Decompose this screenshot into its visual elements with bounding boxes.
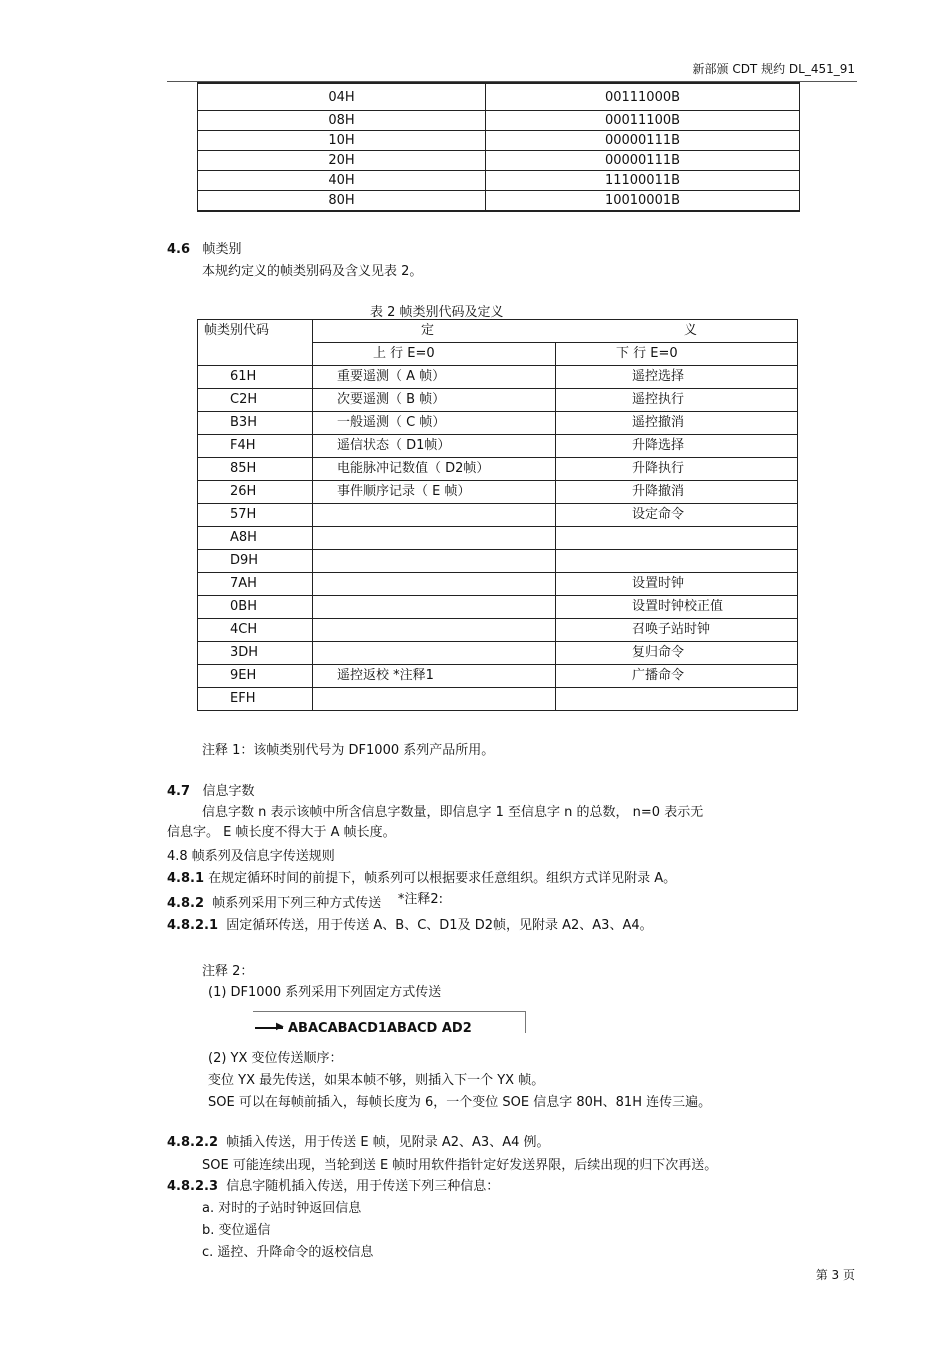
section-4-8-2-1: 4.8.2.1 固定循环传送，用于传送 A、B、C、D1及 D2帧，见附录 A2、A3、A4。 [167,918,653,933]
section-4-7-p2: 信息字。 E 帧长度不得大于 A 帧长度。 [167,825,396,840]
section-4-7-heading: 4.7 信息字数 [167,784,255,799]
uplink-definition-cell: 次要遥测（ B 帧） [313,389,556,412]
downlink-definition-cell [556,550,798,573]
note-2-line1: (1) DF1000 系列采用下列固定方式传送 [208,985,442,1000]
frame-code-cell: 7AH [198,573,313,596]
hex-code-cell: 20H [198,151,486,171]
downlink-definition-cell [556,527,798,550]
header-uplink: 上 行 E=0 [313,343,556,366]
header-code: 帧类别代码 [198,320,313,366]
table-row [198,665,798,688]
header-downlink: 下 行 E=0 [556,343,798,366]
page-header: 新部颁 CDT 规约 DL_451_91 [692,62,855,76]
section-4-8-2-2-line2: SOE 可能连续出现，当轮到送 E 帧时用软件指针定好发送界限，后续出现的归下次再送。 [202,1158,718,1173]
page-number: 第 3 页 [815,1268,855,1282]
uplink-definition-cell [313,688,556,711]
downlink-definition-cell: 遥控撤消 [556,412,798,435]
table-row [198,642,798,665]
uplink-definition-cell: 重要遥测（ A 帧） [313,366,556,389]
downlink-definition-cell: 遥控执行 [556,389,798,412]
uplink-definition-cell: 遥信状态（ D1帧） [313,435,556,458]
bit-pattern-cell: 11100011B [486,171,800,191]
section-4-8-2-3: 4.8.2.3 信息字随机插入传送，用于传送下列三种信息： [167,1179,500,1194]
downlink-definition-cell: 复归命令 [556,642,798,665]
note-1: 注释 1：该帧类别代号为 DF1000 系列产品所用。 [202,743,495,758]
frame-code-cell: F4H [198,435,313,458]
hex-code-cell: 40H [198,171,486,191]
note-2-title: 注释 2： [202,964,254,979]
header-definition: 定 义 [313,320,798,343]
arrow-head-icon: ▶ [276,1021,284,1032]
table-row [198,366,798,389]
frame-code-cell: 3DH [198,642,313,665]
frame-code-cell: EFH [198,688,313,711]
list-item-a: a. 对时的子站时钟返回信息 [202,1201,362,1216]
hex-code-cell: 08H [198,111,486,131]
table-row [198,550,798,573]
section-4-8-2: 4.8.2 帧系列采用下列三种方式传送 *注释2: [167,892,443,911]
bit-pattern-cell: 10010001B [486,191,800,212]
table2-caption: 表 2 帧类别代码及定义 [370,305,504,320]
downlink-definition-cell: 遥控选择 [556,366,798,389]
bit-pattern-cell: 00000111B [486,131,800,151]
note-2-line3: 变位 YX 最先传送，如果本帧不够，则插入下一个 YX 帧。 [208,1073,545,1088]
downlink-definition-cell: 升降撤消 [556,481,798,504]
section-4-6-heading: 4.6 帧类别 [167,242,242,257]
uplink-definition-cell [313,504,556,527]
bit-pattern-cell: 00011100B [486,111,800,131]
frame-code-cell: 85H [198,458,313,481]
frame-code-cell: 9EH [198,665,313,688]
downlink-definition-cell: 召唤子站时钟 [556,619,798,642]
uplink-definition-cell: 电能脉冲记数值（ D2帧） [313,458,556,481]
downlink-definition-cell: 设置时钟校正值 [556,596,798,619]
frame-code-cell: A8H [198,527,313,550]
frame-code-cell: 57H [198,504,313,527]
uplink-definition-cell: 事件顺序记录（ E 帧） [313,481,556,504]
table-row [198,688,798,711]
downlink-definition-cell [556,688,798,711]
bit-pattern-table [197,82,800,212]
table-row [198,131,800,151]
frame-type-table [197,319,798,711]
note-2-line2: (2) YX 变位传送顺序： [208,1051,343,1066]
table-row [198,435,798,458]
list-item-b: b. 变位遥信 [202,1223,271,1238]
hex-code-cell: 04H [198,83,486,111]
downlink-definition-cell: 升降执行 [556,458,798,481]
bit-pattern-cell: 00000111B [486,151,800,171]
table-row [198,458,798,481]
frame-code-cell: C2H [198,389,313,412]
section-4-8-heading: 4.8 帧系列及信息字传送规则 [167,849,335,864]
frame-code-cell: 0BH [198,596,313,619]
uplink-definition-cell: 遥控返校 *注释1 [313,665,556,688]
section-4-8-1: 4.8.1 在规定循环时间的前提下，帧系列可以根据要求任意组织。组织方式详见附录 A。 [167,871,677,886]
sequence-text: ABACABACD1ABACD AD2 [288,1021,472,1036]
downlink-definition-cell: 设定命令 [556,504,798,527]
section-4-6-body: 本规约定义的帧类别码及含义见表 2。 [202,264,423,279]
table-row [198,504,798,527]
uplink-definition-cell [313,642,556,665]
table-row [198,191,800,212]
downlink-definition-cell: 设置时钟 [556,573,798,596]
downlink-definition-cell: 广播命令 [556,665,798,688]
table-row [198,481,798,504]
uplink-definition-cell: 一般遥测（ C 帧） [313,412,556,435]
uplink-definition-cell [313,619,556,642]
frame-code-cell: D9H [198,550,313,573]
uplink-definition-cell [313,550,556,573]
frame-code-cell: 4CH [198,619,313,642]
table-row [198,573,798,596]
frame-code-cell: B3H [198,412,313,435]
table-row [198,389,798,412]
table-row [198,527,798,550]
section-4-8-2-2: 4.8.2.2 帧插入传送，用于传送 E 帧，见附录 A2、A3、A4 例。 [167,1135,550,1150]
table-row [198,111,800,131]
list-item-c: c. 遥控、升降命令的返校信息 [202,1245,374,1260]
section-4-7-p1: 信息字数 n 表示该帧中所含信息字数量，即信息字 1 至信息字 n 的总数， n=0 表示无 [202,805,704,820]
table-row [198,619,798,642]
frame-code-cell: 26H [198,481,313,504]
table-row [198,171,800,191]
bit-pattern-cell: 00111000B [486,83,800,111]
frame-code-cell: 61H [198,366,313,389]
note-2-line4: SOE 可以在每帧前插入，每帧长度为 6，一个变位 SOE 信息字 80H、81H 连传三遍。 [208,1095,712,1110]
uplink-definition-cell [313,527,556,550]
table-row [198,412,798,435]
downlink-definition-cell: 升降选择 [556,435,798,458]
table-row [198,596,798,619]
table-row [198,83,800,111]
hex-code-cell: 80H [198,191,486,212]
uplink-definition-cell [313,573,556,596]
table-row [198,151,800,171]
hex-code-cell: 10H [198,131,486,151]
uplink-definition-cell [313,596,556,619]
